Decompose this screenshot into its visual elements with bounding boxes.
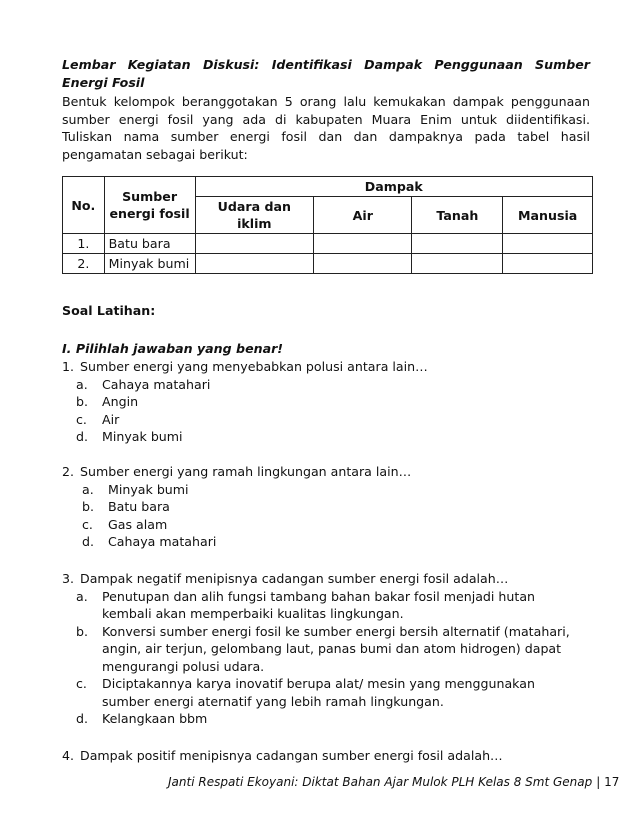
part-title <box>62 340 590 358</box>
answer-option[interactable] <box>82 516 590 534</box>
option-text: Angin <box>102 394 139 409</box>
section-title: Soal Latihan: <box>62 303 156 318</box>
cell-water[interactable] <box>314 234 412 254</box>
answer-option[interactable] <box>76 623 576 676</box>
cell-air-climate[interactable] <box>195 254 314 274</box>
row-source: Minyak bumi <box>104 254 195 274</box>
answer-option[interactable] <box>82 533 590 551</box>
worksheet <box>62 56 590 274</box>
header-human: Manusia <box>503 197 593 234</box>
question-number: 1. <box>62 359 75 374</box>
option-text: Penutupan dan alih fungsi tambang bahan bakar fosil menjadi hutan kembali akan memperbaiki kualitas lingkungan. <box>102 588 536 621</box>
option-text: Cahaya matahari <box>102 376 211 392</box>
option-text: Minyak bumi <box>108 481 189 497</box>
option-text: Kelangkaan bbm <box>102 711 208 726</box>
option-text: Minyak bumi <box>102 429 183 444</box>
option-label: b. <box>76 623 88 639</box>
cell-air-climate[interactable] <box>195 234 314 254</box>
worksheet-instructions: Bentuk kelompok beranggotakan 5 orang lalu kemukakan dampak penggunaan sumber energi fosil yang ada di kabupaten Muara Enim untuk diidentifikasi. Tuliskan nama sumber energi fosil dan dan dampaknya pada tabel hasil pengamatan sebagai berikut: <box>62 94 590 162</box>
header-source: Sumber energi fosil <box>104 177 195 234</box>
question-text: Sumber energi yang menyebabkan polusi antara lain… <box>80 359 428 374</box>
header-water: Air <box>314 197 412 234</box>
cell-human[interactable] <box>503 234 593 254</box>
header-air-climate: Udara dan iklim <box>195 197 314 234</box>
answer-option[interactable] <box>76 675 576 710</box>
answer-option[interactable] <box>76 393 590 411</box>
answer-option[interactable] <box>82 498 590 516</box>
option-label: c. <box>76 676 87 691</box>
header-soil: Tanah <box>412 197 503 234</box>
question-number: 4. <box>62 748 75 763</box>
question-number: 3. <box>62 571 75 586</box>
option-label: a. <box>82 481 94 497</box>
question-3 <box>62 570 590 728</box>
option-label: d. <box>82 534 94 549</box>
option-label: b. <box>76 394 88 409</box>
option-text: Cahaya matahari <box>108 534 217 549</box>
row-number: 2. <box>63 254 105 274</box>
header-impact: Dampak <box>195 177 593 197</box>
option-label: d. <box>76 429 88 444</box>
answer-option[interactable] <box>76 710 576 728</box>
question-1 <box>62 358 590 446</box>
cell-human[interactable] <box>503 254 593 274</box>
answer-option[interactable] <box>76 411 590 429</box>
option-text: Konversi sumber energi fosil ke sumber energi bersih alternatif (matahari, angin, air terjun, gelombang laut, panas bumi dan atom hidrogen) dapat mengurangi polusi udara. <box>102 623 570 674</box>
answer-option[interactable] <box>76 588 576 623</box>
page-footer <box>168 775 619 789</box>
answer-option[interactable] <box>76 428 590 446</box>
page-number: | 17 <box>596 775 620 789</box>
option-text: Air <box>102 411 120 427</box>
answer-option[interactable] <box>82 481 590 499</box>
row-number: 1. <box>63 234 105 254</box>
question-text: Sumber energi yang ramah lingkungan antara lain… <box>80 464 412 479</box>
question-text: Dampak positif menipisnya cadangan sumber energi fosil adalah… <box>80 748 503 763</box>
cell-soil[interactable] <box>412 234 503 254</box>
cell-water[interactable] <box>314 254 412 274</box>
observation-table <box>62 176 593 274</box>
question-text: Dampak negatif menipisnya cadangan sumber energi fosil adalah… <box>80 571 509 586</box>
table-row <box>63 234 593 254</box>
option-label: a. <box>76 588 88 604</box>
option-label: b. <box>82 499 94 514</box>
header-no: No. <box>63 177 105 234</box>
answer-option[interactable] <box>76 376 590 394</box>
option-label: d. <box>76 711 88 726</box>
question-number: 2. <box>62 464 75 479</box>
worksheet-title: Lembar Kegiatan Diskusi: Identifikasi Dampak Penggunaan Sumber Energi Fosil <box>62 57 590 90</box>
question-4 <box>62 747 590 765</box>
option-label: c. <box>82 516 93 532</box>
option-label: c. <box>76 411 87 427</box>
footer-text: Janti Respati Ekoyani: Diktat Bahan Ajar Mulok PLH Kelas 8 Smt Genap <box>168 775 593 789</box>
option-text: Batu bara <box>108 499 170 514</box>
cell-soil[interactable] <box>412 254 503 274</box>
row-source: Batu bara <box>104 234 195 254</box>
option-text: Gas alam <box>108 516 168 532</box>
question-2 <box>62 463 590 551</box>
part-heading: I. Pilihlah jawaban yang benar! <box>62 341 284 356</box>
table-row <box>63 254 593 274</box>
option-label: a. <box>76 376 88 392</box>
option-text: Diciptakannya karya inovatif berupa alat/ mesin yang menggunakan sumber energi aternatif yang lebih ramah lingkungan. <box>102 676 535 709</box>
